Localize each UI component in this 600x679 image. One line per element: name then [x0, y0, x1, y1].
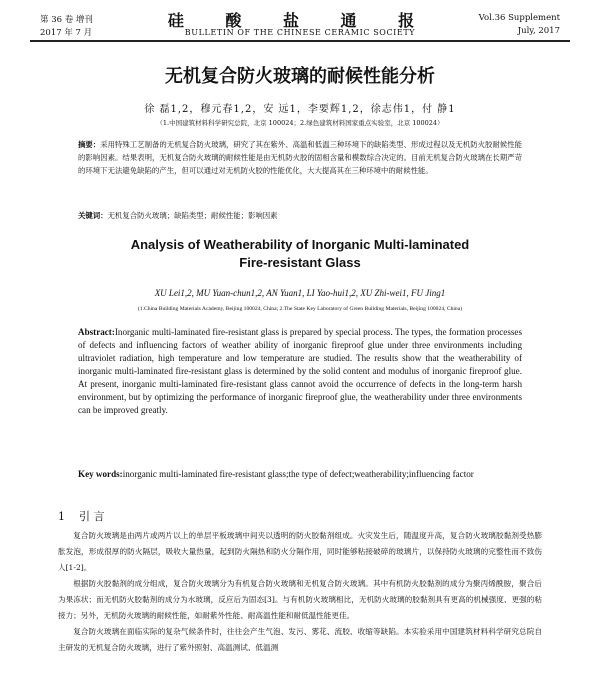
paragraph-1: 复合防火玻璃是由两片或两片以上的单层平板玻璃中间夹以透明的防火胶黏剂组成。火灾发生后，随温度升高，复合防火玻璃胶黏剂受热膨胀发泡，形成很厚的防火隔层，吸收大量热量，起到防火隔热和防火分隔作用，同时能够粘接破碎的玻璃片，以保持防火玻璃的完整性而不致伤人[1-2]。 — [58, 531, 542, 572]
keywords-en — [78, 468, 522, 481]
journal-header — [0, 6, 600, 40]
abstract-cn-text: 采用特殊工艺制备的无机复合防火玻璃，研究了其在紫外、高温和低温三种环境下的缺陷类型、形成过程以及无机防火胶耐候性能的影响因素。结果表明，无机复合防火玻璃的耐候性能是由无机防火胶的固相含量和模数综合决定的。目前无机复合防火玻璃在长期严苛的环境下无法避免缺陷的产生，但可以通过对无机防火胶的性能优化，大大提高其在三种环境中的耐候性能。 — [78, 140, 522, 176]
abstract-en — [78, 326, 522, 417]
abstract-cn-label: 摘要： — [78, 140, 101, 149]
journal-title-en: BULLETIN OF THE CHINESE CERAMIC SOCIETY — [184, 28, 416, 37]
volume-en: Vol.36 Supplement — [478, 13, 560, 23]
authors-en: XU Lei1,2, MU Yuan-chun1,2, AN Yuan1, LI Yao-hui1,2, XU Zhi-wei1, FU Jing1 — [154, 288, 446, 298]
title-en-line1: Analysis of Weatherability of Inorganic Multi-laminated — [130, 237, 470, 252]
journal-title-cn: 硅 酸 盐 通 报 — [167, 11, 433, 30]
affiliation-cn: （1.中国建筑材料科学研究总院，北京 100024；2.绿色建筑材料国家重点实验室，北京 100024） — [156, 119, 444, 127]
section-heading — [58, 508, 105, 524]
abstract-en-text: Inorganic multi-laminated fire-resistant glass is prepared by special process. The types, the formation processes of defects and influencing factors of weather ability of inorganic fireproof glue under three environments including ultraviolet radiation, high temperature and low temperature are studied. The results show that the weatherability of inorganic multi-laminated fire-resistant glass is determined by the solid content and modulus of inorganic fireproof glue. At present, inorganic multi-laminated fire-resistant glass cannot avoid the occurrence of defects in the long-term harsh environment, but by optimizing the performance of inorganic fireproof glue, the weatherability under three environments can be improved greatly. — [78, 327, 522, 415]
section-number: 1 — [58, 510, 65, 523]
title-en — [0, 236, 600, 272]
abstract-cn — [78, 138, 522, 178]
title-en-line2: Fire-resistant Glass — [239, 255, 361, 270]
keywords-cn-text: 无机复合防火玻璃；缺陷类型；耐候性能；影响因素 — [107, 211, 278, 220]
keywords-cn-label: 关键词： — [78, 211, 108, 220]
authors-cn: 徐 磊1,2，穆元春1,2，安 远1，李要辉1,2，徐志伟1，付 静1 — [144, 104, 456, 115]
date-cn: 2017 年 7 月 — [40, 28, 93, 38]
keywords-en-text: inorganic multi-laminated fire-resistant glass;the type of defect;weatherability;influencing factor — [122, 469, 474, 479]
affiliation-en: (1.China Building Materials Academy, Beijing 100024, China; 2.The State Key Laboratory of Green Building Materials, Beijing 100024, China) — [137, 306, 463, 312]
paragraph-2: 根据防火胶黏剂的成分组成，复合防火玻璃分为有机复合防火玻璃和无机复合防火玻璃。其中有机防火胶黏剂的成分为聚丙烯酰胺，聚合后为果冻状；而无机防火胶黏剂的成分为水玻璃，反应后为固态[3]。与有机防火玻璃相比，无机防火玻璃的胶黏剂具有更高的机械强度、更强的粘接力；另外，无机防火玻璃的耐候性能，如耐紫外性能、耐高温性能和耐低温性能更佳。 — [58, 579, 542, 620]
volume-cn: 第 36 卷 增刊 — [40, 15, 93, 25]
date-en: July, 2017 — [517, 26, 560, 36]
keywords-cn — [78, 210, 522, 221]
header-rule — [30, 40, 570, 42]
section-title: 引 言 — [79, 510, 105, 523]
paragraph-3: 复合防火玻璃在面临实际的复杂气候条件时，往往会产生气泡、发污、雾花、流胶、收缩等缺陷。本实验采用中国建筑材料科学研究总院自主研发的无机复合防火玻璃，进行了紫外照射、高温测试、低温测 — [58, 627, 542, 652]
title-cn: 无机复合防火玻璃的耐候性能分析 — [165, 66, 435, 87]
keywords-en-label: Key words: — [78, 469, 123, 479]
abstract-en-label: Abstract: — [78, 327, 115, 337]
section-body — [58, 528, 542, 656]
